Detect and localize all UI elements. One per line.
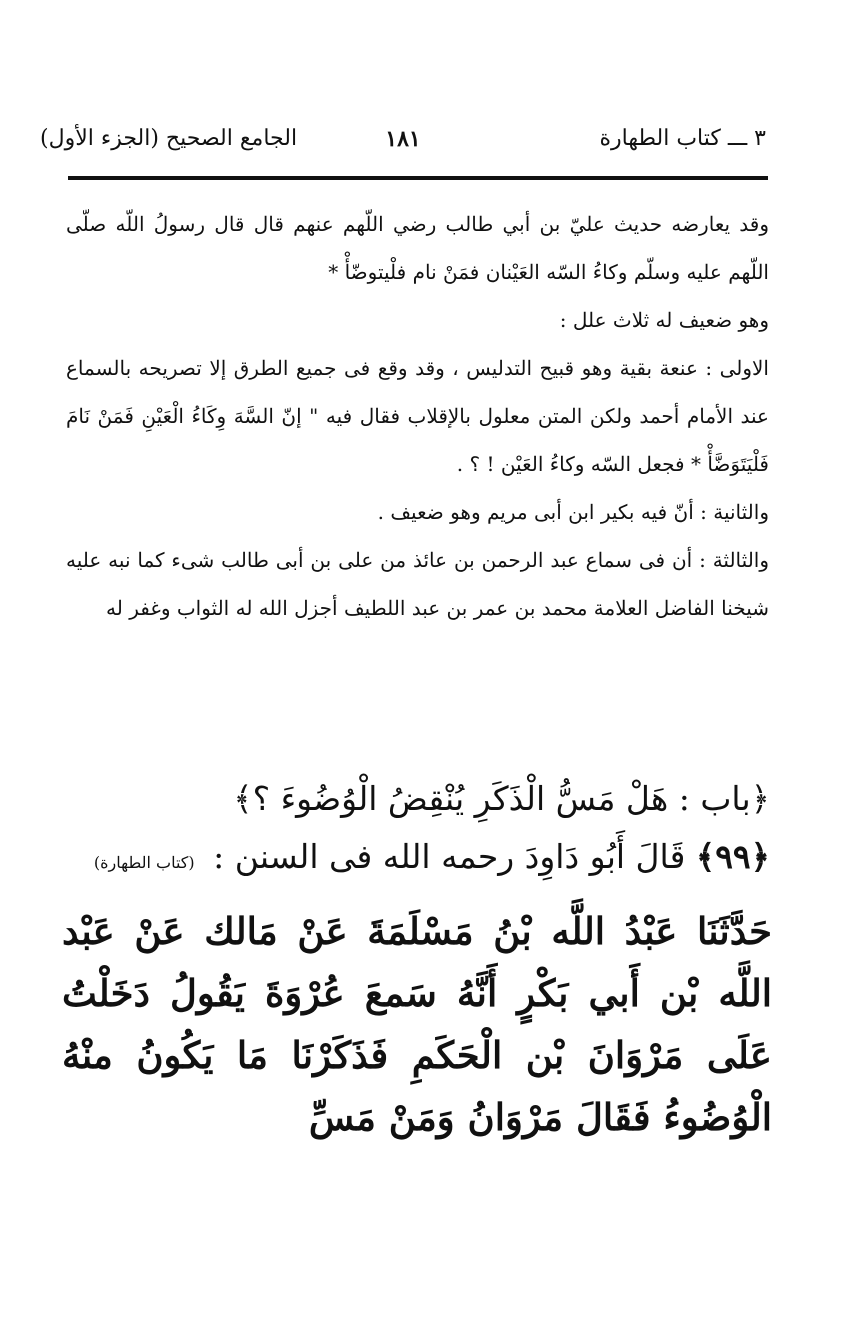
commentary-text <box>66 200 769 632</box>
chapter-header: ٣ ـــ كتاب الطهارة <box>599 126 766 151</box>
chapter-title: ﴿باب : هَلْ مَسُّ الْذَكَرِ يُنْقِضُ الْوُضُوءَ ؟﴾ <box>233 779 770 818</box>
paragraph: والثانية : أنّ فيه بكير ابن أبى مريم وهو ضعيف . <box>377 500 769 524</box>
page-header <box>40 118 766 158</box>
hadith-number: ﴿٩٩﴾ <box>695 837 770 876</box>
chapter-heading <box>60 770 770 892</box>
paragraph: وهو ضعيف له ثلاث علل : <box>559 308 769 332</box>
header-rule <box>68 176 768 180</box>
hadith-text: حَدَّثَنَا عَبْدُ اللَّه بْنُ مَسْلَمَةَ عَنْ مَالك عَنْ عَبْد اللَّه بْن أَبي بَكْرٍ أَنَّهُ سَمعَ عُرْوَةَ يَقُولُ دَخَلْتُ عَلَى مَرْوَانَ بْن الْحَكَمِ فَذَكَرْنَا مَا يَكُونُ منْهُ الْوُضُوءُ فَقَالَ مَرْوَانُ وَمَنْ مَسِّ <box>62 909 772 1139</box>
paragraph: والثالثة : أن فى سماع عبد الرحمن بن عائذ من على بن أبى طالب شىء كما نبه عليه شيخنا الفاضل العلامة محمد بن عمر بن عبد اللطيف أجزل الله له الثواب وغفر له <box>66 548 769 620</box>
paragraph: وقد يعارضه حديث عليّ بن أبي طالب رضي اللّهم عنهم قال قال رسولُ اللّه صلّى اللّهم عليه وسلّم وكاءُ السّه العَيْنان فمَنْ نام فلْيتوضّأْ * <box>66 212 769 284</box>
page-number: ١٨١ <box>385 126 421 152</box>
source-note: (كتاب الطهارة) <box>93 853 195 872</box>
book-title-header: الجامع الصحيح (الجزء الأول) <box>40 126 298 151</box>
paragraph: الاولى : عنعة بقية وهو قبيح التدليس ، وقد وقع فى جميع الطرق إلا تصريحه بالسماع عند الأمام أحمد ولكن المتن معلول بالإقلاب فقال فيه " إنّ السَّهَ وِكَاءُ الْعَيْنِ فَمَنْ نَامَ فَلْيَتَوَضَّأْ * فجعل السّه وكاءُ العَيْن ! ؟ . <box>66 356 769 476</box>
hadith-intro-line <box>60 828 770 892</box>
hadith-intro: قَالَ أَبُو دَاوِدَ رحمه الله فى السنن : <box>213 837 686 876</box>
